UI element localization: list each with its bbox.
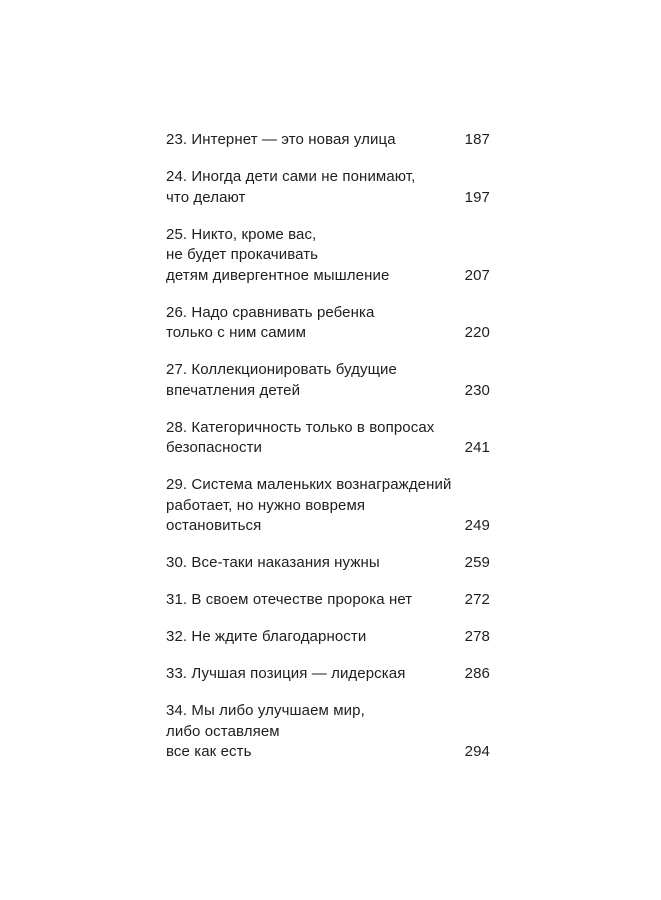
- toc-entry-title-line: работает, но нужно вовремя: [166, 496, 366, 514]
- toc-entry-31: [166, 590, 490, 611]
- toc-entry-29: [166, 475, 490, 537]
- toc-entry-page-number: 230: [464, 381, 490, 399]
- toc-entry-23: [166, 130, 490, 151]
- toc-entry-page-number: 207: [464, 266, 490, 284]
- toc-entry-34: [166, 701, 490, 763]
- toc-entry-32: [166, 627, 490, 648]
- toc-entry-title-line: 34. Мы либо улучшаем мир,: [166, 702, 365, 719]
- toc-entry-title-line: только с ним самим: [166, 324, 306, 341]
- toc-entry-page-number: 294: [464, 743, 490, 760]
- toc-entry-title-line: 31. В своем отечестве пророка нет: [166, 591, 413, 608]
- toc-entry-25: [166, 225, 490, 287]
- toc-entry-title-line: детям дивергентное мышление: [166, 266, 390, 284]
- toc-entry-28: [166, 418, 490, 459]
- toc-entry-title-line: впечатления детей: [166, 381, 301, 399]
- toc-entry-page-number: 220: [464, 324, 490, 341]
- toc-entry-page-number: 249: [464, 517, 490, 534]
- toc-entry-page-number: 197: [464, 188, 490, 206]
- toc-entry-title-line: 30. Все-таки наказания нужны: [166, 554, 380, 571]
- toc-entry-33: [166, 664, 490, 685]
- toc-entry-title-line: 29. Система маленьких вознаграждений: [166, 476, 452, 493]
- toc-entry-page-number: 286: [464, 665, 490, 682]
- toc-entry-title-line: что делают: [166, 188, 246, 206]
- toc-entry-title-line: все как есть: [166, 743, 252, 760]
- toc-entry-page-number: 259: [464, 554, 490, 571]
- toc-entry-title-line: 33. Лучшая позиция — лидерская: [166, 665, 406, 682]
- toc-entry-page-number: 278: [464, 628, 490, 645]
- toc-entry-title-line: не будет прокачивать: [166, 246, 319, 263]
- toc-entry-24: [166, 167, 490, 208]
- toc-entry-30: [166, 553, 490, 574]
- toc-entry-page-number: 187: [464, 131, 490, 148]
- toc-entry-page-number: 241: [464, 439, 490, 456]
- toc-entry-title-line: 25. Никто, кроме вас,: [166, 225, 317, 243]
- toc-entry-title-line: 23. Интернет — это новая улица: [166, 131, 396, 148]
- table-of-contents: [166, 130, 490, 779]
- toc-entry-title-line: остановиться: [166, 517, 262, 534]
- toc-entry-title-line: 26. Надо сравнивать ребенка: [166, 303, 375, 321]
- toc-entry-page-number: 272: [464, 591, 490, 608]
- toc-entry-27: [166, 360, 490, 401]
- toc-entry-title-line: 24. Иногда дети сами не понимают,: [166, 168, 416, 185]
- toc-entry-title-line: 28. Категоричность только в вопросах: [166, 418, 435, 436]
- toc-entry-title-line: либо оставляем: [166, 722, 280, 740]
- toc-entry-title-line: 32. Не ждите благодарности: [166, 628, 367, 645]
- toc-entry-26: [166, 303, 490, 344]
- toc-entry-title-line: 27. Коллекционировать будущие: [166, 361, 397, 378]
- toc-entry-title-line: безопасности: [166, 439, 263, 456]
